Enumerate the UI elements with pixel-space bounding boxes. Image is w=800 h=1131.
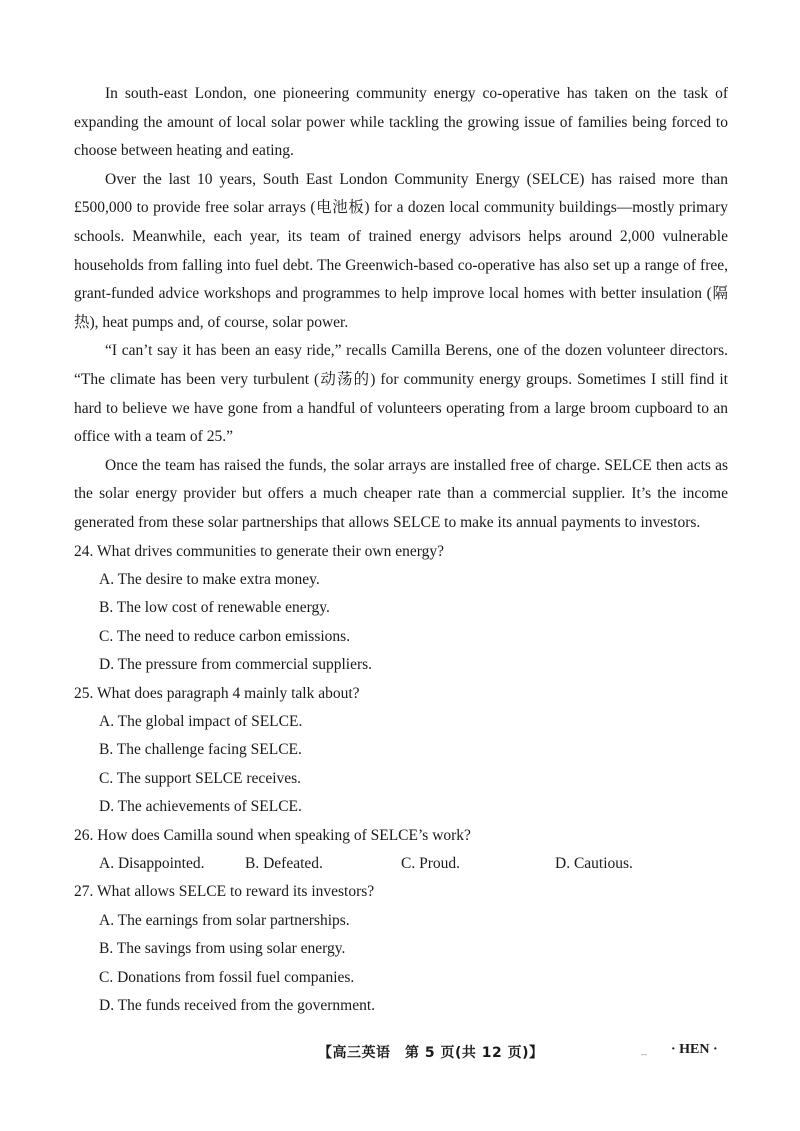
option-a: A. The desire to make extra money. [99, 570, 320, 588]
option-a: A. The earnings from solar partnerships. [99, 911, 350, 929]
option-d: D. The funds received from the government. [99, 997, 376, 1014]
option-c: C. Donations from fossil fuel companies. [99, 968, 355, 986]
option-d: D. The achievements of SELCE. [99, 798, 302, 816]
passage-paragraph-1: In south-east London, one pioneering community energy co-operative has taken on the task of expanding the amount of local solar power while tackling the growing issue of families being forced to choose between heating and eating. [74, 85, 728, 160]
option-a: A. The global impact of SELCE. [99, 712, 303, 730]
passage-paragraph-3: “I can’t say it has been an easy ride,” recalls Camilla Berens, one of the dozen volunteer directors. “The climate has been very turbulent (动荡的) for community energy groups. Sometimes I still find it hard to believe we have gone from a handful of volunteers operating from a large broom cupboard to an office with a team of 25.” [74, 342, 728, 446]
question-stem: 27. What allows SELCE to reward its investors? [74, 883, 375, 901]
option-d: D. The pressure from commercial suppliers. [99, 656, 373, 674]
footer-mark: -- [641, 1050, 647, 1059]
option-b: B. The low cost of renewable energy. [99, 599, 330, 617]
question-24 [74, 538, 728, 680]
passage-paragraph-4: Once the team has raised the funds, the solar arrays are installed free of charge. SELCE then acts as the solar energy provider but offers a much cheaper rate than a commercial supplier. It’s the income generated from these solar partnerships that allows SELCE to make its annual payments to investors. [74, 456, 728, 531]
question-stem: 24. What drives communities to generate their own energy? [74, 542, 445, 560]
passage-paragraph-2: Over the last 10 years, South East London Community Energy (SELCE) has raised more than £500,000 to provide free solar arrays (电池板) for a dozen local community buildings—mostly primary schools. Meanwhile, each year, its team of trained energy advisors helps around 2,000 vulnerable households from falling into fuel debt. The Greenwich-based co-operative has also set up a range of free, grant-funded advice workshops and programmes to help improve local homes with better insulation (隔热), heat pumps and, of course, solar power. [74, 170, 728, 331]
option-b: B. The challenge facing SELCE. [99, 741, 302, 759]
exam-page [74, 80, 728, 1020]
exam-code: · HEN · [671, 1042, 718, 1057]
question-25 [74, 680, 728, 822]
question-stem: 25. What does paragraph 4 mainly talk about? [74, 684, 360, 702]
option-c: C. Proud. [401, 854, 460, 872]
question-stem: 26. How does Camilla sound when speaking of SELCE’s work? [74, 826, 471, 844]
option-b: B. Defeated. [245, 854, 323, 872]
page-footer [0, 1042, 800, 1072]
question-27 [74, 878, 728, 1020]
question-26 [74, 822, 728, 879]
option-b: B. The savings from using solar energy. [99, 940, 346, 958]
option-c: C. The support SELCE receives. [99, 769, 302, 787]
option-d: D. Cautious. [555, 854, 633, 872]
option-a: A. Disappointed. [99, 854, 205, 872]
option-c: C. The need to reduce carbon emissions. [99, 627, 351, 645]
page-number-label: 【高三英语 第 5 页(共 12 页)】 [318, 1045, 544, 1061]
option-row [99, 850, 728, 878]
